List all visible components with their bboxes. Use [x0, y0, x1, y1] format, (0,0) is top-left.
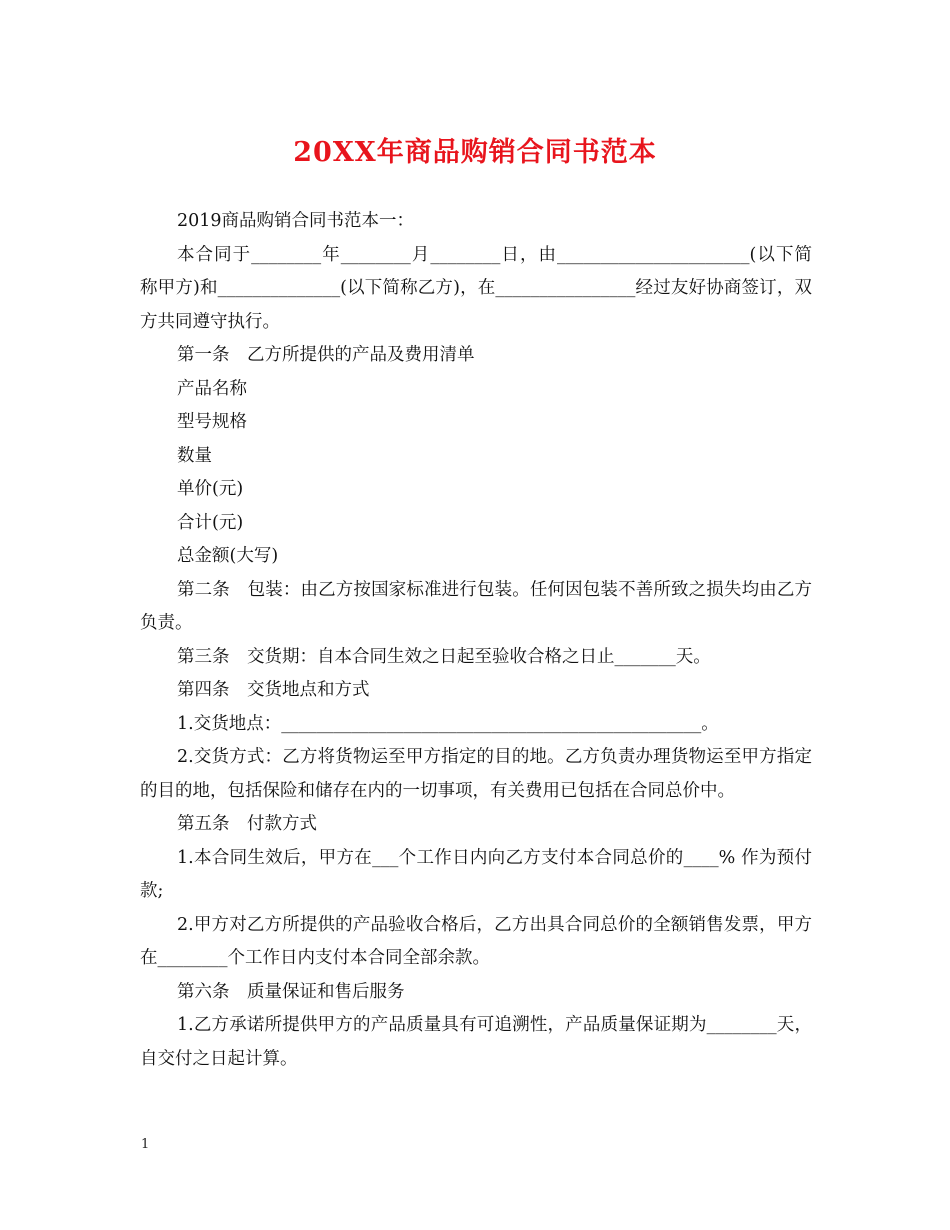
payment-clause-2: 2.甲方对乙方所提供的产品验收合格后，乙方出具合同总价的全额销售发票，甲方在________个工作日内支付本合同全部余款。 — [140, 914, 812, 968]
article-1-heading: 第一条 乙方所提供的产品及费用清单 — [177, 345, 475, 365]
list-item-quantity: 数量 — [177, 445, 212, 466]
page-number: 1 — [141, 1137, 150, 1152]
list-item-subtotal: 合计(元) — [177, 512, 244, 533]
warranty-clause-1: 1.乙方承诺所提供甲方的产品质量具有可追溯性，产品质量保证期为________天，自交付之日起计算。 — [140, 1015, 812, 1069]
paragraph-contract-parties: 本合同于________年________月________日，由______________________(以下简称甲方)和______________(以下简称乙方)，在________________经过友好协商签订，双方共同遵守执行。 — [140, 244, 812, 332]
article-2-packaging: 第二条 包装：由乙方按国家标准进行包装。任何因包装不善所致之损失均由乙方负责。 — [140, 579, 812, 633]
document-body — [140, 205, 812, 1076]
delivery-method-clause: 2.交货方式：乙方将货物运至甲方指定的目的地。乙方负责办理货物运至甲方指定的目的地，包括保险和储存在内的一切事项，有关费用已包括在合同总价中。 — [140, 747, 812, 801]
list-item-product-name: 产品名称 — [177, 378, 247, 399]
document-title: 20XX年商品购销合同书范本 — [293, 137, 657, 168]
article-5-heading: 第五条 付款方式 — [177, 814, 317, 834]
list-item-model-spec: 型号规格 — [177, 412, 247, 432]
paragraph-intro: 2019商品购销合同书范本一： — [177, 211, 415, 231]
article-4-heading: 第四条 交货地点和方式 — [177, 680, 370, 700]
list-item-unit-price: 单价(元) — [177, 479, 244, 499]
payment-clause-1: 1.本合同生效后，甲方在___个工作日内向乙方支付本合同总价的____% 作为预付款; — [140, 847, 812, 901]
article-3-delivery-period: 第三条 交货期：自本合同生效之日起至验收合格之日止_______天。 — [177, 646, 711, 667]
article-6-heading: 第六条 质量保证和售后服务 — [177, 981, 405, 1002]
delivery-location-clause: 1.交货地点：________________________________________________。 — [177, 713, 719, 734]
list-item-total-amount: 总金额(大写) — [177, 546, 279, 566]
